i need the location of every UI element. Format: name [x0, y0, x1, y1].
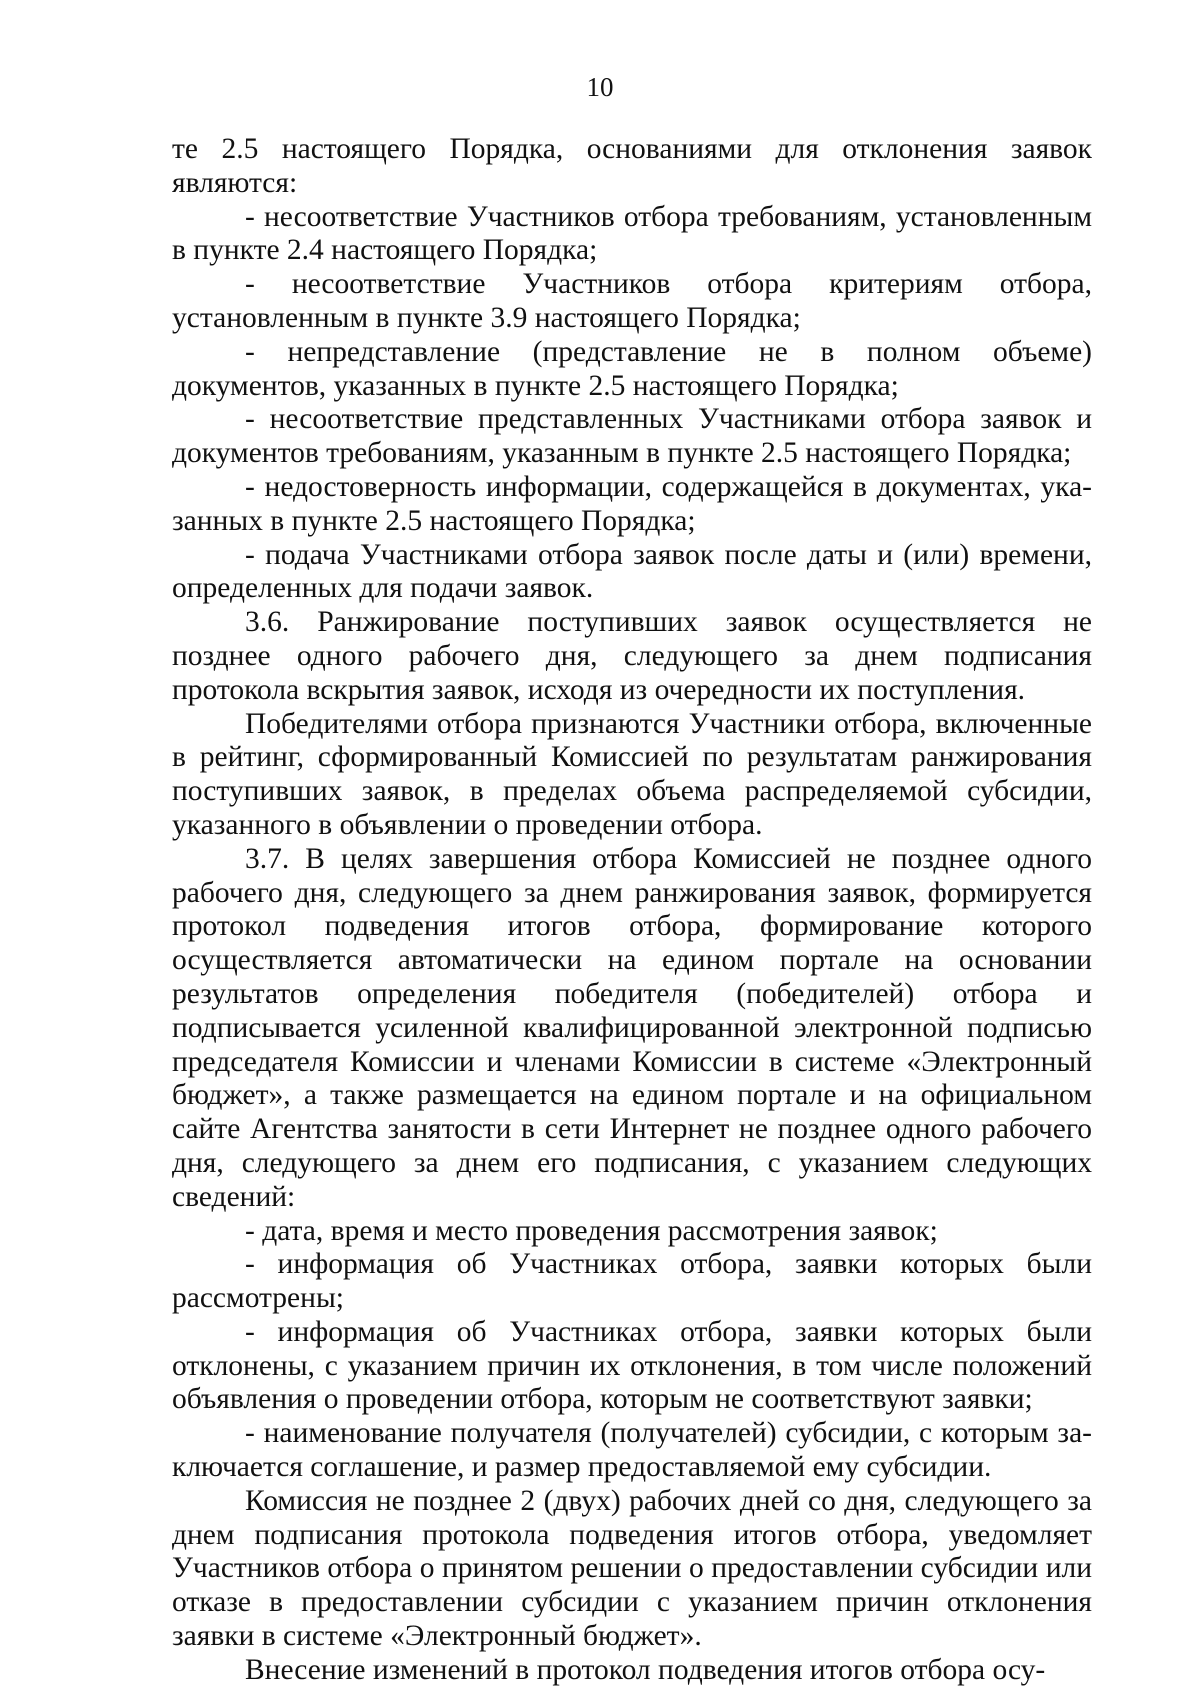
- list-item-rejected-participants: - информация об Участниках отбора, заявки которых были отклонены, с указанием причин их отклонения, в том числе положений объявления о проведении отбора, которым не соответствуют заявки;: [172, 1315, 1092, 1416]
- list-item-criteria-mismatch: - несоответствие Участников отбора критериям отбора, установленным в пункте 3.9 настоящего Порядка;: [172, 268, 1092, 334]
- paragraph-3-6-ranking: 3.6. Ранжирование поступивших заявок осуществляется не позднее одного рабочего дня, следующего за днем подписания протокола вскрытия заявок, исходя из очередности их поступления.: [172, 606, 1092, 706]
- list-item-documents-not-submitted: - непредставление (представление не в полном объеме) документов, указанных в пункте 2.5 настоящего Порядка;: [172, 335, 1092, 402]
- list-item-recipient-name: - наименование получателя (получателей) субсидии, с которым заключается соглашение, и размер предоставляемой ему субсидии.: [172, 1417, 1092, 1484]
- list-item-unreliable-information: - недостоверность информации, содержащейся в документах, указанных в пункте 2.5 настоящего Порядка;: [172, 470, 1092, 537]
- document-body: [172, 133, 1092, 1688]
- list-item-reviewed-participants: - информация об Участниках отбора, заявки которых были рассмотрены;: [172, 1248, 1092, 1315]
- list-item-date-time-place: - дата, время и место проведения рассмотрения заявок;: [245, 1214, 938, 1247]
- list-item-requirements-mismatch: - несоответствие Участников отбора требованиям, установленным в пункте 2.4 настоящего Порядка;: [172, 200, 1092, 267]
- paragraph-winners: Победителями отбора признаются Участники отбора, включенные в рейтинг, сформированный Комиссией по результатам ранжирования поступивших заявок, в пределах объема распределяемой субсидии, указанного в объявлении о проведении отбора.: [172, 707, 1092, 841]
- paragraph-commission-notification: Комиссия не позднее 2 (двух) рабочих дней со дня, следующего за днем подписания протокола подведения итогов отбора, уведомляет Участников отбора о принятом решении о предоставлении субсидии или отказе в предоставлении субсидии с указанием причин отклонения заявки в системе «Электронный бюджет».: [172, 1484, 1092, 1653]
- paragraph-protocol-amendments: Внесение изменений в протокол подведения итогов отбора осу-: [245, 1653, 1046, 1686]
- list-item-documents-noncompliant: - несоответствие представленных Участниками отбора заявок и документов требованиям, указанным в пункте 2.5 настоящего Порядка;: [172, 403, 1092, 470]
- paragraph-rejection-grounds-intro: те 2.5 настоящего Порядка, основаниями для отклонения заявок являются:: [172, 133, 1092, 199]
- paragraph-3-7-protocol: 3.7. В целях завершения отбора Комиссией не позднее одного рабочего дня, следующего за днем ранжирования заявок, формируется протокол подведения итогов отбора, формирование которого осуществляется автоматически на едином портале на основании результатов определения победителя (победителей) отбора и подписывается усиленной квалифицированной электронной подписью председателя Комиссии и членами Комиссии в системе «Электронный бюджет», а также размещается на едином портале и на официальном сайте Агентства занятости в сети Интернет не позднее одного рабочего дня, следующего за днем его подписания, с указанием следующих сведений:: [172, 842, 1092, 1213]
- page-number: 10: [586, 72, 614, 102]
- list-item-late-submission: - подача Участниками отбора заявок после даты и (или) времени, определенных для подачи заявок.: [172, 538, 1092, 605]
